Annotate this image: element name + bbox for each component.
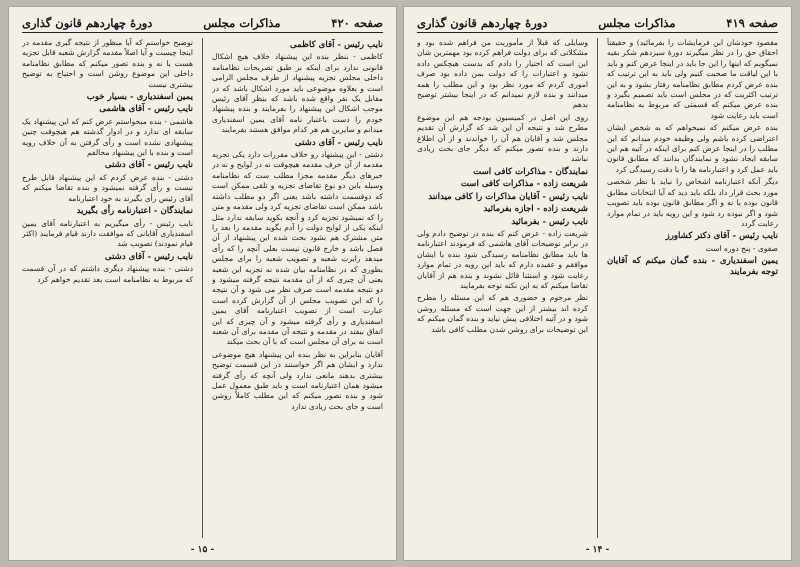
paragraph: مقصود خودشان این فرمایشات را بفرمائید) و حقیقتاً احقاق حق را در نظر میگیرند دورهٔ سیزدهم شکر بقیه نمیگویم که اینها را این جا باید در اینجا عرض کنم و باید با این لیاقت ما صحبت کنیم ولی باید به این ترتیب که بنده عرض کردم مطابق نظامنامه رفتار بشود و به این ترتیب اکثریت که در مجلس است باید تصمیم بگیرد و بنده عرض میکنم که قسمتی که مربوط به نظامنامه است باید رعایت شود: [607, 38, 778, 120]
left-page-section-title: مذاکرات مجلس: [203, 16, 281, 30]
paragraph: صفوی - پنج دوره است: [705, 243, 778, 253]
speaker-heading: نایب رئیس - آقای دشتی: [104, 251, 193, 262]
paragraph: دیگر آنکه اعتبارنامه اشخاص را نباید با نظر شخصی مورد بحث قرار داد بلکه باید دید که آیا انتخابات مطابق قانون بوده یا نه و اگر مطابق قانون بوده باید تصویب شود و اگر نبوده رد شود و این رویه باید در تمام موارد رعایت گردد: [607, 177, 778, 228]
right-page-number: صفحه ۴۱۹: [726, 16, 778, 30]
speaker-heading: نایب رئیس - آقای دکتر کشاورز: [665, 231, 778, 242]
paragraph: نایب رئیس - رأی میگیریم به اعتبارنامه آقای یمین اسفندیاری آقایانی که موافقت دارند قیام فرمایند (اکثر قیام نمودند) تصویب شد: [22, 218, 193, 249]
speaker-heading: نمایندگان - مذاکرات کافی است: [473, 166, 588, 177]
paragraph: دشتی - بنده پیشنهاد دیگری داشتم که در آن قسمت که مربوط به نظامنامه است بعد تقدیم خواهم کرد: [22, 264, 193, 284]
paragraph: روی این اصل در کمیسیون بودجه هم این موضوع مطرح شد و نتیجه آن این شد که گزارش آن تقدیم مجلس شد و آقایان هم آن را خواندند و از آن اطلاع دارند و بنده تصور میکنم که دیگر جای بحث زیادی نباشد: [417, 112, 588, 164]
speaker-heading: شریعت زاده - مذاکرات کافی است: [460, 179, 588, 190]
speaker-heading: نمایندگان - اعتبارنامه رأی بگیرید: [76, 206, 193, 217]
column-divider: [597, 38, 598, 538]
speaker-heading: نایب رئیس - بفرمائید: [511, 216, 588, 227]
right-page-columns: [417, 38, 778, 538]
paragraph: دشتی - این پیشنهاد رو خلاف مقررات دارد یکی تجزیه مقدمه از آن حرف مقدمه هیچوقت نه در لوایح و نه در خبرهای دیگر مقدمه مجزا مطلب ست که نظامنامه وسیله باین دو نوع تقاضای تجزیه و تلقی ممکن است که دوقسمت داشته باشد یعنی اگر دو مطلب داشته باشد ممکن است تقاضای تجزیه کرد ولی مقدمه و متن را که نمیشود تجزیه کرد و آنچه بکوید سابقه ندارد مثل اینکه یکی از لوایح دولت را آدم بگوید مقدمه را بعد را متن مشترک هم بشود بحث شده این پیشنهاد از آن فصل باشد و خارج قانون نیست بعلی آنچه را که رأی میدهد رایرت شعبه و تصویب شعبه را برای مجلس بطوری که در نظامنامه بیان شده نه تجزیه این شعبه یعنی آن چیزی که از آن مقدمه نتیجه گرفته میشود و دو نتیجه مقدمه است صرف نظر می شود و آن نتیجه را که این تصویب مجلس از آن گزارش کرده است عبارت است از تصویب اعتبارنامه آقای یمین اسفندیاری و رأی گرفته میشود و آن چیزی که این اتفاق بیفتد در مقدمه و نتیجه آن مقدمه برای آن شعبه است نه برای آن مجلس است که با آن بحث میکند: [212, 150, 383, 347]
left-page-columns: [22, 38, 383, 538]
paragraph: نظر مرحوم و حضوری هم که این مسئله را مطرح کرده اند بیشتر از این جهت است که مسئله روشن شود و در آتیه اختلافی پیش نیاید و بنده گمان میکنم که این توضیحات برای روشن شدن مطلب کافی باشد: [417, 293, 588, 334]
speaker-heading: نایب رئیس - آقای دشتی: [294, 137, 383, 148]
right-page-section-title: مذاکرات مجلس: [598, 16, 676, 30]
paragraph: هاشمی - بنده میخواستم عرض کنم که این پیشنهاد یک سابقه ای ندارد و در ادوار گذشته هم هیچوقت چنین پیشنهادی نشده است و رأی گرفتن به آن خلاف رویه است و بنده با این پیشنهاد مخالفم: [22, 116, 193, 158]
paragraph: توضیح خواستم که آیا منظور از نتیجه گیری مقدمه در اینجا چیست و آیا اصلاً مقدمه گزارش شعبه قابل تجزیه هست یا نه و بنده تصور میکنم که مطابق نظامنامه داخلی این موضوع روشن است و احتیاج به توضیح بیشتری نیست: [22, 38, 193, 89]
left-page: [8, 6, 397, 561]
left-page-number: صفحه ۴۲۰: [331, 16, 383, 30]
column-divider: [202, 38, 203, 538]
left-page-column-left: [22, 38, 193, 538]
right-page-column-left: [417, 38, 588, 538]
paragraph: دشتی - بنده عرض کردم که این پیشنهاد قابل طرح نیست و رأی گرفته نمیشود و بنده تقاضا میکنم که آقای رئیس رأی بگیرند به خود اعتبارنامه: [22, 172, 193, 203]
paragraph: شریعت زاده - عرض کنم که بنده در توضیح دادم ولی در برابر توضیحات آقای هاشمی که فرمودند اعتبارنامه ها باید مطابق نظامنامه رسیدگی شود بنده با ایشان موافقم و عقیده دارم که باید این رویه در تمام موارد رعایت شود و استثنا قائل نشوند و بنده هم از آقایان تقاضا میکنم که به این نکته توجه بفرمایند: [417, 228, 588, 290]
right-page: [403, 6, 792, 561]
left-page-header: [22, 16, 383, 33]
speaker-heading: شریعت زاده - اجازه بفرمائید: [483, 204, 588, 215]
paragraph: کاظمی - بنظر بنده این پیشنهاد خلاف هیچ اشکال قانونی ندارد برای اینکه بر طبق تصریحات نظامنامه داخلی مجلس تجزیه پیشنهاد از طرف مجلس الزامی است و بعلاوه موضوعی باید مورد اشکال باشد که در مقابل یک نفر واقع شده باشد که بنظر آقای رئیس موجب اشکال این پیشنهاد را بفرمایند و بنده پیشنهاد خودم را دست باعتبار نامه آقای یمین اسفندیاری میدانم و سایرین هم هر کدام موافق هستند بفرمایند: [212, 52, 383, 135]
left-page-column-right: [212, 38, 383, 538]
speaker-heading: یمین اسفندیاری - بسیار خوب: [86, 92, 193, 103]
right-page-column-right: [607, 38, 778, 538]
left-page-footer: - ۱۵ -: [190, 545, 215, 555]
right-page-footer: - ۱۴ -: [585, 545, 610, 555]
speaker-heading: نایب رئیس - آقایان مذاکرات را کافی میدانند: [428, 191, 588, 202]
right-page-session-title: دورهٔ چهاردهم قانون گذاری: [417, 16, 548, 30]
right-page-header: [417, 16, 778, 33]
paragraph: آقایان بنابراین به نظر بنده این پیشنهاد هیچ موضوعی ندارد و ایشان هم اگر خواستند در این قسمت توضیح بیشتری بدهند مانعی ندارد ولی آنچه که رأی گرفته میشود همان اعتبارنامه است و باید طبق معمول عمل شود و بنده تصور میکنم که این مطلب کاملاً روشن است و جای بحث زیادی ندارد: [212, 349, 383, 411]
speaker-heading: نایب رئیس - آقای کاظمی: [290, 40, 383, 50]
speaker-heading: نایب رئیس - آقای دشتی: [104, 160, 193, 171]
paragraph: وسایلی که قبلاً از مأموریت من فراهم شده بود و مشکلاتی که برای دولت فراهم کرده بود مهمترین شان این است که اختیار را دادم که بدست هیچکس داده نشود و اعتبارات را که دولت بمن داده بود صرف اموری کردم که مورد نظر بود و این مطلب را همه میدانند و بنده لازم نمیدانم که در اینجا بیشتر توضیح بدهم: [417, 38, 588, 110]
left-page-session-title: دورهٔ چهاردهم قانون گذاری: [22, 16, 153, 30]
speaker-heading: یمین اسفندیاری - بنده گمان میکنم که آقایان توجه بفرمایند: [607, 256, 778, 277]
paragraph: بنده عرض میکنم که نمیخواهم که به شخص ایشان اعتراضی کرده باشم ولی وظیفه خودم میدانم که این مطلب را در اینجا عرض کنم برای اینکه در آتیه هم این سابقه ایجاد نشود و نمایندگان بدانند که مطابق قانون باید عمل کرد و اعتبارنامه ها را با دقت رسیدگی کرد: [607, 123, 778, 174]
speaker-heading: نایب رئیس - آقای هاشمی: [99, 104, 193, 115]
